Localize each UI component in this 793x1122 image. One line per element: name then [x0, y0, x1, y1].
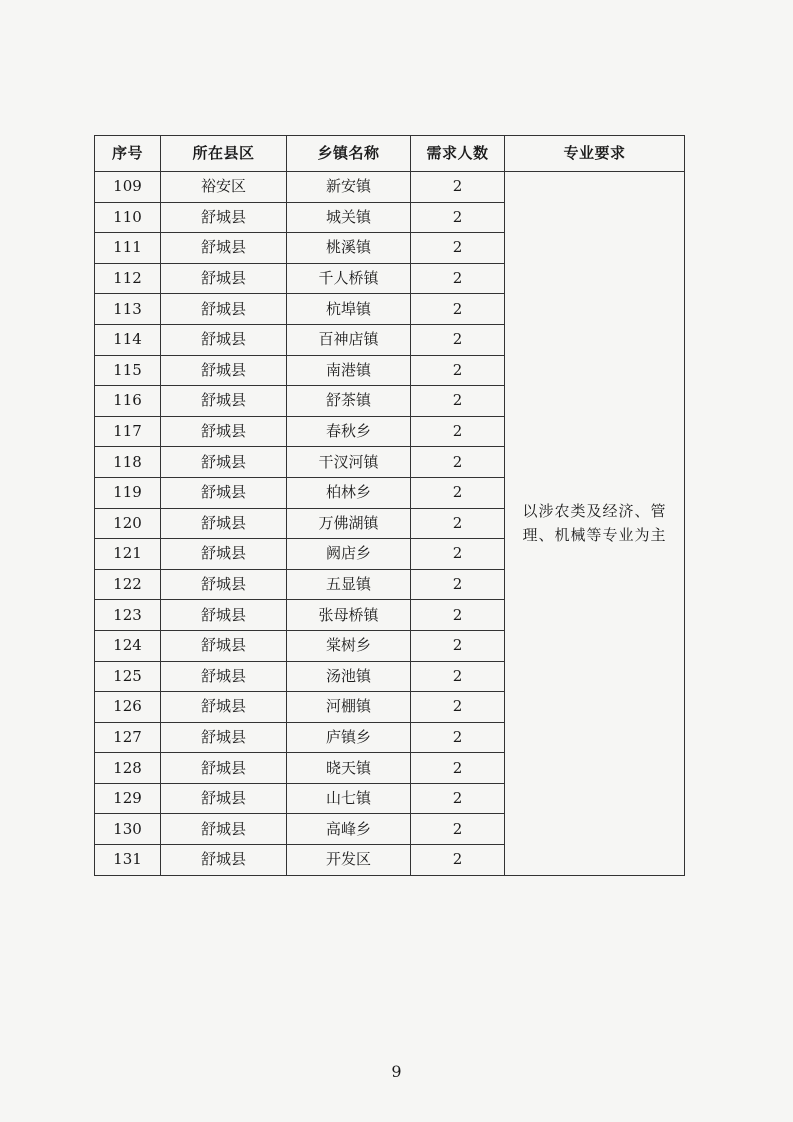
cell-town: 新安镇 — [287, 172, 411, 203]
cell-town: 高峰乡 — [287, 814, 411, 845]
cell-county: 舒城县 — [161, 600, 287, 631]
cell-seq: 114 — [95, 324, 161, 355]
cell-count: 2 — [411, 416, 505, 447]
cell-seq: 116 — [95, 386, 161, 417]
cell-county: 舒城县 — [161, 416, 287, 447]
cell-town: 春秋乡 — [287, 416, 411, 447]
cell-county: 舒城县 — [161, 355, 287, 386]
cell-count: 2 — [411, 753, 505, 784]
cell-town: 万佛湖镇 — [287, 508, 411, 539]
cell-count: 2 — [411, 722, 505, 753]
cell-county: 舒城县 — [161, 294, 287, 325]
cell-seq: 121 — [95, 539, 161, 570]
cell-county: 舒城县 — [161, 569, 287, 600]
cell-town: 开发区 — [287, 845, 411, 876]
cell-seq: 117 — [95, 416, 161, 447]
cell-county: 舒城县 — [161, 324, 287, 355]
cell-count: 2 — [411, 845, 505, 876]
cell-town: 晓天镇 — [287, 753, 411, 784]
cell-count: 2 — [411, 447, 505, 478]
cell-town: 阙店乡 — [287, 539, 411, 570]
cell-county: 舒城县 — [161, 630, 287, 661]
cell-seq: 125 — [95, 661, 161, 692]
cell-county: 舒城县 — [161, 202, 287, 233]
cell-town: 张母桥镇 — [287, 600, 411, 631]
cell-town: 桃溪镇 — [287, 233, 411, 264]
cell-count: 2 — [411, 263, 505, 294]
cell-count: 2 — [411, 172, 505, 203]
cell-county: 舒城县 — [161, 692, 287, 723]
cell-county: 舒城县 — [161, 508, 287, 539]
cell-county: 舒城县 — [161, 477, 287, 508]
cell-count: 2 — [411, 233, 505, 264]
cell-count: 2 — [411, 294, 505, 325]
cell-town: 柏林乡 — [287, 477, 411, 508]
header-town: 乡镇名称 — [287, 136, 411, 172]
cell-county: 舒城县 — [161, 233, 287, 264]
page-number: 9 — [391, 1062, 402, 1081]
header-county: 所在县区 — [161, 136, 287, 172]
cell-county: 舒城县 — [161, 814, 287, 845]
cell-count: 2 — [411, 202, 505, 233]
cell-count: 2 — [411, 783, 505, 814]
cell-count: 2 — [411, 324, 505, 355]
cell-seq: 122 — [95, 569, 161, 600]
cell-town: 干汊河镇 — [287, 447, 411, 478]
header-count: 需求人数 — [411, 136, 505, 172]
cell-count: 2 — [411, 477, 505, 508]
cell-county: 舒城县 — [161, 263, 287, 294]
cell-count: 2 — [411, 661, 505, 692]
cell-town: 千人桥镇 — [287, 263, 411, 294]
cell-count: 2 — [411, 600, 505, 631]
cell-county: 舒城县 — [161, 386, 287, 417]
cell-town: 汤池镇 — [287, 661, 411, 692]
cell-county: 舒城县 — [161, 539, 287, 570]
cell-seq: 129 — [95, 783, 161, 814]
cell-count: 2 — [411, 814, 505, 845]
cell-seq: 109 — [95, 172, 161, 203]
cell-count: 2 — [411, 692, 505, 723]
cell-seq: 128 — [95, 753, 161, 784]
cell-count: 2 — [411, 630, 505, 661]
header-row — [95, 136, 685, 172]
cell-seq: 110 — [95, 202, 161, 233]
cell-county: 舒城县 — [161, 661, 287, 692]
cell-requirement: 以涉农类及经济、管理、机械等专业为主 — [505, 172, 685, 876]
cell-seq: 119 — [95, 477, 161, 508]
cell-county: 舒城县 — [161, 447, 287, 478]
cell-seq: 126 — [95, 692, 161, 723]
cell-count: 2 — [411, 508, 505, 539]
cell-seq: 130 — [95, 814, 161, 845]
cell-seq: 111 — [95, 233, 161, 264]
cell-county: 舒城县 — [161, 845, 287, 876]
table-header — [95, 136, 685, 172]
cell-county: 舒城县 — [161, 783, 287, 814]
cell-town: 百神店镇 — [287, 324, 411, 355]
cell-seq: 118 — [95, 447, 161, 478]
table-row — [95, 172, 685, 203]
cell-town: 五显镇 — [287, 569, 411, 600]
cell-seq: 123 — [95, 600, 161, 631]
cell-count: 2 — [411, 386, 505, 417]
cell-town: 杭埠镇 — [287, 294, 411, 325]
table-body — [95, 172, 685, 876]
cell-seq: 131 — [95, 845, 161, 876]
cell-county: 舒城县 — [161, 722, 287, 753]
cell-count: 2 — [411, 569, 505, 600]
cell-count: 2 — [411, 355, 505, 386]
header-requirement: 专业要求 — [505, 136, 685, 172]
cell-town: 山七镇 — [287, 783, 411, 814]
cell-town: 南港镇 — [287, 355, 411, 386]
recruitment-table — [94, 135, 685, 876]
cell-county: 舒城县 — [161, 753, 287, 784]
cell-town: 庐镇乡 — [287, 722, 411, 753]
cell-town: 棠树乡 — [287, 630, 411, 661]
cell-town: 河棚镇 — [287, 692, 411, 723]
header-seq: 序号 — [95, 136, 161, 172]
cell-county: 裕安区 — [161, 172, 287, 203]
cell-count: 2 — [411, 539, 505, 570]
cell-town: 舒茶镇 — [287, 386, 411, 417]
cell-seq: 127 — [95, 722, 161, 753]
cell-seq: 124 — [95, 630, 161, 661]
cell-town: 城关镇 — [287, 202, 411, 233]
cell-seq: 120 — [95, 508, 161, 539]
cell-seq: 113 — [95, 294, 161, 325]
cell-seq: 112 — [95, 263, 161, 294]
cell-seq: 115 — [95, 355, 161, 386]
